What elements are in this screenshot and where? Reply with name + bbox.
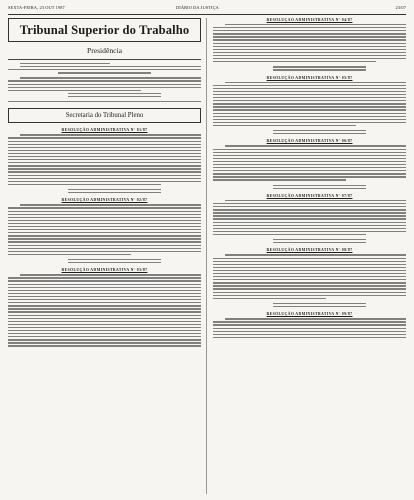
- text-line: [213, 52, 406, 53]
- text-line: [213, 215, 406, 216]
- text-line: [213, 173, 406, 174]
- text-line: [8, 137, 201, 138]
- text-line: [213, 152, 406, 153]
- text-line: [8, 165, 201, 166]
- resolution-heading: RESOLUÇÃO ADMINISTRATIVA Nº 04/87: [266, 18, 353, 22]
- text-line: [213, 33, 406, 34]
- text-line: [8, 336, 201, 337]
- resolution-heading: RESOLUÇÃO ADMINISTRATIVA Nº 01/87: [61, 128, 148, 133]
- text-line: [8, 318, 201, 319]
- text-line: [8, 144, 201, 145]
- right-column: [213, 18, 406, 496]
- secretaria-heading: Secretaria do Tribunal Pleno: [65, 112, 144, 120]
- text-line: [8, 90, 141, 91]
- text-line: [213, 337, 406, 338]
- header-rule: [8, 14, 406, 15]
- section-rule: [8, 59, 201, 60]
- text-line: [8, 324, 201, 325]
- text-line: [8, 315, 201, 316]
- text-line: [213, 328, 406, 329]
- text-line: [8, 181, 201, 182]
- text-line: [8, 305, 201, 306]
- text-line: [20, 77, 201, 78]
- text-line: [225, 82, 406, 83]
- text-line: [213, 282, 406, 283]
- court-title-box: [8, 18, 201, 42]
- text-line: [213, 30, 406, 31]
- text-line: [8, 168, 201, 169]
- text-line: [213, 91, 406, 92]
- text-line: [213, 334, 406, 335]
- text-line: [213, 206, 406, 207]
- text-line: [8, 245, 201, 246]
- text-line: [8, 345, 201, 346]
- text-line: [273, 239, 366, 240]
- presidencia-heading: Presidência: [86, 46, 122, 55]
- text-line: [68, 262, 161, 263]
- text-line: [8, 147, 201, 148]
- text-line: [8, 232, 201, 233]
- text-line: [8, 229, 201, 230]
- text-line: [213, 203, 406, 204]
- text-line: [213, 113, 406, 114]
- text-line: [213, 158, 406, 159]
- text-line: [213, 331, 406, 332]
- text-line: [8, 248, 201, 249]
- text-line: [8, 287, 201, 288]
- text-line: [8, 175, 201, 176]
- text-line: [213, 212, 406, 213]
- text-line: [225, 254, 406, 255]
- text-line: [213, 94, 406, 95]
- text-line: [273, 69, 366, 70]
- text-line: [213, 119, 406, 120]
- text-line: [8, 302, 201, 303]
- text-line: [213, 179, 346, 180]
- text-line: [213, 88, 406, 89]
- secretaria-box: [8, 108, 201, 123]
- text-line: [20, 66, 201, 67]
- text-line: [213, 100, 406, 101]
- text-line: [8, 101, 201, 102]
- resolution-heading: RESOLUÇÃO ADMINISTRATIVA Nº 05/87: [266, 75, 353, 80]
- text-line: [8, 159, 201, 160]
- text-line: [213, 106, 406, 107]
- text-line: [8, 80, 201, 81]
- left-column: [8, 18, 201, 496]
- text-line: [8, 293, 201, 294]
- text-line: [213, 55, 406, 56]
- text-line: [8, 87, 201, 88]
- text-line: [8, 220, 201, 221]
- text-line: [20, 204, 201, 205]
- text-line: [213, 97, 406, 98]
- text-line: [8, 333, 201, 334]
- text-line: [273, 188, 366, 189]
- text-line: [213, 298, 326, 299]
- text-line: [8, 284, 201, 285]
- text-line: [8, 241, 201, 242]
- text-line: [213, 27, 406, 28]
- text-line: [213, 261, 406, 262]
- resolution-heading: RESOLUÇÃO ADMINISTRATIVA Nº 07/87: [266, 193, 353, 198]
- text-line: [213, 155, 406, 156]
- text-line: [213, 170, 406, 171]
- text-line: [213, 258, 406, 259]
- text-line: [213, 164, 406, 165]
- text-line: [213, 222, 406, 223]
- text-line: [8, 330, 201, 331]
- text-line: [213, 161, 406, 162]
- text-line: [213, 231, 406, 232]
- text-line: [8, 184, 161, 185]
- text-line: [213, 149, 406, 150]
- text-line: [213, 218, 406, 219]
- text-line: [8, 69, 201, 70]
- text-line: [58, 72, 151, 73]
- text-line: [213, 209, 406, 210]
- column-divider: [206, 18, 207, 494]
- text-line: [213, 270, 406, 271]
- text-line: [213, 36, 406, 37]
- text-line: [8, 162, 201, 163]
- text-line: [8, 226, 201, 227]
- text-line: [273, 133, 366, 134]
- text-line: [68, 259, 161, 260]
- text-line: [225, 24, 406, 25]
- resolution-heading: RESOLUÇÃO ADMINISTRATIVA Nº 03/87: [61, 268, 148, 273]
- resolution-heading: RESOLUÇÃO ADMINISTRATIVA Nº 08/87: [266, 248, 353, 253]
- text-line: [8, 280, 201, 281]
- text-line: [213, 176, 406, 177]
- text-line: [8, 141, 201, 142]
- text-line: [213, 234, 366, 235]
- text-line: [68, 96, 161, 97]
- text-line: [213, 276, 406, 277]
- text-line: [8, 251, 201, 252]
- text-line: [8, 150, 201, 151]
- text-line: [8, 178, 201, 179]
- text-line: [213, 122, 406, 123]
- text-line: [213, 279, 406, 280]
- text-line: [8, 217, 201, 218]
- text-line: [213, 324, 406, 325]
- text-line: [273, 306, 366, 307]
- header-journal: DIÁRIO DA JUSTIÇA: [176, 5, 219, 10]
- text-line: [8, 327, 201, 328]
- header-date: SEXTA-FEIRA, 23 OUT 1987: [8, 5, 65, 10]
- text-line: [8, 308, 201, 309]
- text-line: [213, 228, 406, 229]
- court-title: Tribunal Superior do Trabalho: [19, 22, 190, 37]
- text-line: [225, 200, 406, 201]
- text-line: [213, 125, 356, 126]
- text-line: [213, 43, 406, 44]
- text-line: [213, 58, 406, 59]
- resolution-heading: RESOLUÇÃO ADMINISTRATIVA Nº 02/87: [61, 198, 148, 203]
- text-line: [20, 134, 201, 135]
- text-line: [213, 49, 406, 50]
- text-line: [273, 303, 366, 304]
- text-line: [213, 103, 406, 104]
- text-line: [8, 290, 201, 291]
- text-line: [213, 292, 406, 293]
- text-line: [8, 254, 131, 255]
- text-line: [213, 61, 376, 62]
- text-line: [273, 185, 366, 186]
- text-line: [8, 171, 201, 172]
- text-line: [213, 288, 406, 289]
- text-line: [213, 321, 406, 322]
- text-line: [213, 267, 406, 268]
- text-line: [273, 130, 366, 131]
- text-line: [213, 264, 406, 265]
- text-line: [213, 295, 406, 296]
- text-line: [213, 109, 406, 110]
- text-line: [213, 85, 406, 86]
- text-line: [8, 211, 201, 212]
- text-line: [8, 238, 201, 239]
- text-line: [68, 93, 161, 94]
- text-line: [8, 277, 201, 278]
- text-line: [213, 46, 406, 47]
- text-line: [213, 225, 406, 226]
- text-line: [8, 223, 201, 224]
- text-line: [213, 273, 406, 274]
- resolution-heading: RESOLUÇÃO ADMINISTRATIVA Nº 06/87: [266, 139, 353, 144]
- text-line: [273, 66, 366, 67]
- text-line: [8, 207, 201, 208]
- text-line: [68, 192, 161, 193]
- text-line: [225, 145, 406, 146]
- resolution-heading: RESOLUÇÃO ADMINISTRATIVA Nº 09/87: [266, 312, 353, 317]
- text-line: [213, 116, 406, 117]
- text-line: [225, 318, 406, 319]
- text-line: [8, 214, 201, 215]
- header-page-number: 23/07: [395, 5, 406, 10]
- text-line: [8, 311, 201, 312]
- text-line: [8, 153, 201, 154]
- text-line: [213, 39, 406, 40]
- text-line: [8, 339, 201, 340]
- text-line: [20, 63, 110, 64]
- text-line: [8, 299, 201, 300]
- text-line: [8, 84, 201, 85]
- text-line: [8, 235, 201, 236]
- text-line: [213, 167, 406, 168]
- text-line: [68, 189, 161, 190]
- text-line: [273, 242, 366, 243]
- text-line: [8, 156, 201, 157]
- text-line: [8, 342, 201, 343]
- text-line: [8, 321, 201, 322]
- text-line: [213, 285, 406, 286]
- text-line: [20, 274, 201, 275]
- text-line: [8, 296, 201, 297]
